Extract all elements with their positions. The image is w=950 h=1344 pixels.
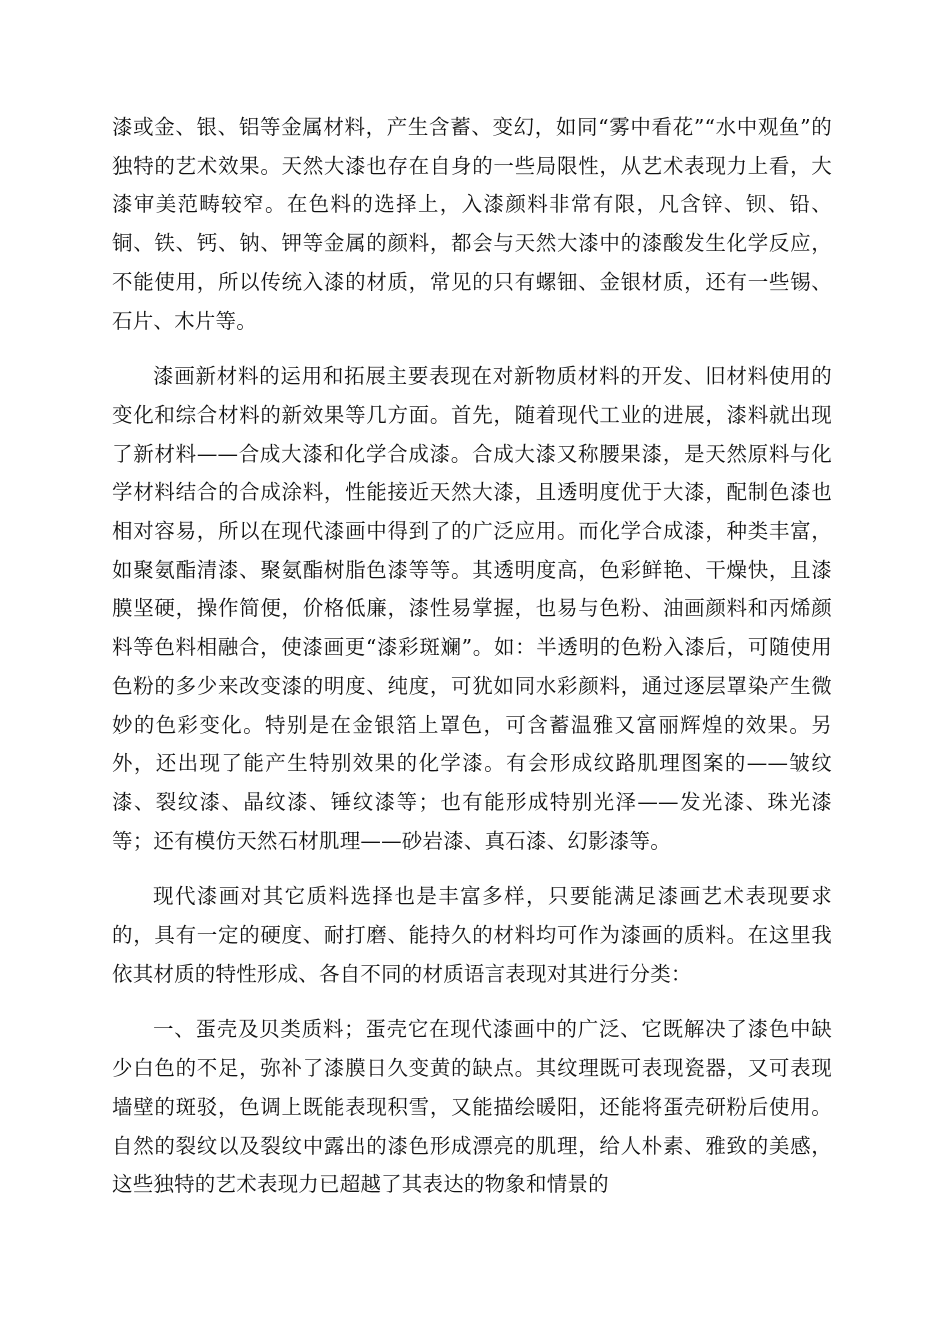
paragraph-new-materials: 漆画新材料的运用和拓展主要表现在对新物质材料的开发、旧材料使用的变化和综合材料的新效果等几方面。首先，随着现代工业的进展，漆料就出现了新材料——合成大漆和化学合成漆。合成大漆又称腰果漆，是天然原料与化学材料结合的合成涂料，性能接近天然大漆，且透明度优于大漆，配制色漆也相对容易，所以在现代漆画中得到了的广泛应用。而化学合成漆，种类丰富，如聚氨酯清漆、聚氨酯树脂色漆等等。其透明度高，色彩鲜艳、干燥快，且漆膜坚硬，操作简便，价格低廉，漆性易掌握，也易与色粉、油画颜料和丙烯颜料等色料相融合，使漆画更“漆彩斑斓”。如：半透明的色粉入漆后，可随使用色粉的多少来改变漆的明度、纯度，可犹如同水彩颜料，通过逐层罩染产生微妙的色彩变化。特别是在金银箔上罩色，可含蓄温雅又富丽辉煌的效果。另外，还出现了能产生特别效果的化学漆。有会形成纹路肌理图案的——皱纹漆、裂纹漆、晶纹漆、锤纹漆等；也有能形成特别光泽——发光漆、珠光漆等；还有模仿天然石材肌理——砂岩漆、真石漆、幻影漆等。: [112, 364, 832, 853]
document-body: [112, 108, 832, 1221]
paragraph-continuation: 漆或金、银、铝等金属材料，产生含蓄、变幻，如同“雾中看花”“水中观鱼”的独特的艺术效果。天然大漆也存在自身的一些局限性，从艺术表现力上看，大漆审美范畴较窄。在色料的选择上，入漆颜料非常有限，凡含锌、钡、铅、铜、铁、钙、钠、钾等金属的颜料，都会与天然大漆中的漆酸发生化学反应，不能使用，所以传统入漆的材质，常见的只有螺钿、金银材质，还有一些锡、石片、木片等。: [112, 115, 832, 333]
paragraph-material-classification: 现代漆画对其它质料选择也是丰富多样，只要能满足漆画艺术表现要求的，具有一定的硬度、耐打磨、能持久的材料均可作为漆画的质料。在这里我依其材质的特性形成、各自不同的材质语言表现对其进行分类：: [112, 884, 832, 986]
paragraph-eggshell-shell-materials: 一、蛋壳及贝类质料；蛋壳它在现代漆画中的广泛、它既解决了漆色中缺少白色的不足，弥补了漆膜日久变黄的缺点。其纹理既可表现瓷器，又可表现墙壁的斑驳，色调上既能表现积雪，又能描绘暖阳，还能将蛋壳研粉后使用。自然的裂纹以及裂纹中露出的漆色形成漂亮的肌理，给人朴素、雅致的美感，这些独特的艺术表现力已超越了其表达的物象和情景的: [112, 1017, 832, 1197]
